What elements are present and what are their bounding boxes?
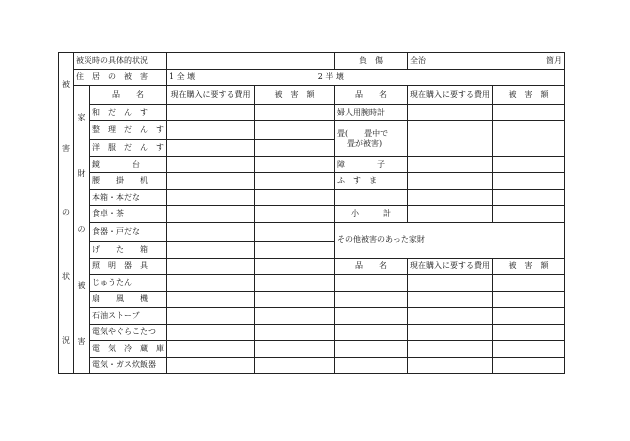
other-cost[interactable] [408,275,493,292]
sub-label-cell [74,86,90,374]
right-damage[interactable] [493,121,565,157]
right-cost[interactable] [408,173,493,190]
other-damage[interactable] [493,308,565,325]
table-row [59,357,565,374]
table-row [59,156,565,173]
other-cost[interactable] [408,324,493,341]
sub-char: 被 [77,280,86,290]
left-damage[interactable] [255,156,335,173]
table-row [59,173,565,190]
table-row [59,258,565,275]
injury-value-cell[interactable] [408,53,565,70]
left-item: 食卓・茶 [90,206,167,223]
other-item[interactable] [335,341,408,358]
sub-char: の [77,224,86,234]
left-item: 扇 風 機 [90,291,167,308]
right-cost[interactable] [408,156,493,173]
table-row [59,104,565,121]
injury-label: 負 傷 [335,53,408,70]
left-cost[interactable] [167,121,255,140]
other-cost[interactable] [408,341,493,358]
table-row [59,308,565,325]
left-damage[interactable] [255,206,335,223]
left-cost[interactable] [167,173,255,190]
left-item: 電気やぐらこたつ [90,324,167,341]
other-cost[interactable] [408,357,493,374]
left-damage[interactable] [255,121,335,140]
other-damage[interactable] [493,341,565,358]
subtotal-damage[interactable] [493,206,565,223]
left-cost[interactable] [167,206,255,223]
left-damage[interactable] [255,291,335,308]
other-item[interactable] [335,357,408,374]
situation-label: 被災時の具体的状況 [74,53,167,70]
col-damage-other: 被 害 額 [493,258,565,275]
left-damage[interactable] [255,357,335,374]
left-cost[interactable] [167,324,255,341]
house-label: 住 居 の 被 害 [74,69,167,86]
right-item: ふ す ま [335,173,408,190]
col-cost-other: 現在購入に要する費用 [408,258,493,275]
col-damage-left: 被 害 額 [255,86,335,105]
left-cost[interactable] [167,308,255,325]
col-item-right: 品 名 [335,86,408,105]
situation-value[interactable] [167,53,335,70]
left-cost[interactable] [167,291,255,308]
left-cost[interactable] [167,222,255,241]
other-damage[interactable] [493,275,565,292]
side-char: 害 [62,144,70,153]
right-item: 障 子 [335,156,408,173]
side-char: 被 [62,80,70,89]
side-char: 況 [62,336,70,345]
left-item: 鏡 台 [90,156,167,173]
left-item: 整 理 だ ん す [90,121,167,140]
left-item: 腰 掛 机 [90,173,167,190]
right-damage[interactable] [493,156,565,173]
house-option-full: 1 全 壊 [169,72,196,82]
col-item-other: 品 名 [335,258,408,275]
col-cost-left: 現在購入に要する費用 [167,86,255,105]
table-row [59,275,565,292]
left-damage[interactable] [255,173,335,190]
left-damage[interactable] [255,308,335,325]
left-cost[interactable] [167,140,255,157]
left-damage[interactable] [255,324,335,341]
col-cost-right: 現在購入に要する費用 [408,86,493,105]
subtotal-cost[interactable] [408,206,493,223]
table-row [59,341,565,358]
injury-unit: 箇月 [546,55,562,65]
other-damage[interactable] [493,357,565,374]
left-cost[interactable] [167,242,255,259]
left-damage[interactable] [255,258,335,275]
table-row [59,222,565,241]
house-option-half: 2 半 壊 [317,72,344,82]
right-cost[interactable] [408,121,493,157]
subtotal-label: 小 計 [335,206,408,223]
other-item[interactable] [335,291,408,308]
left-damage[interactable] [255,275,335,292]
house-options[interactable] [167,69,565,86]
table-row [59,206,565,223]
left-damage[interactable] [255,242,335,259]
table-row [59,189,565,206]
right-item-tatami [335,121,408,157]
left-item: 電気・ガス炊飯器 [90,357,167,374]
sub-char: 財 [77,168,86,178]
left-item: 照 明 器 具 [90,258,167,275]
left-item: 電 気 冷 蔵 庫 [90,341,167,358]
table-row [59,324,565,341]
tatami-line2: 畳が被害) [347,138,383,148]
right-damage[interactable] [493,104,565,121]
other-item[interactable] [335,308,408,325]
left-cost[interactable] [167,156,255,173]
left-item: げ た 箱 [90,242,167,259]
injury-value: 全治 [410,55,426,65]
left-damage[interactable] [255,189,335,206]
right-item-blank[interactable] [335,189,408,206]
left-damage[interactable] [255,104,335,121]
other-items-label: その他被害のあった家財 [335,222,565,258]
left-item: 食器・戸だな [90,222,167,241]
other-damage[interactable] [493,291,565,308]
side-char: の [62,208,70,217]
left-item: 本箱・本だな [90,189,167,206]
table-row [59,291,565,308]
right-damage[interactable] [493,173,565,190]
sub-char: 家 [77,112,86,122]
left-item: 石油ストーブ [90,308,167,325]
left-damage[interactable] [255,341,335,358]
left-item: 洋 服 だ ん す [90,140,167,157]
other-item[interactable] [335,324,408,341]
left-cost[interactable] [167,104,255,121]
col-damage-right: 被 害 額 [493,86,565,105]
left-damage[interactable] [255,222,335,241]
col-item-left: 品 名 [90,86,167,105]
left-damage[interactable] [255,140,335,157]
left-item: じゅうたん [90,275,167,292]
other-item[interactable] [335,275,408,292]
right-item: 婦人用腕時計 [335,104,408,121]
tatami-line1: 畳( 畳中で [337,129,389,139]
table-row [59,121,565,140]
left-cost[interactable] [167,357,255,374]
side-label-cell [59,53,74,374]
other-cost[interactable] [408,308,493,325]
sub-char: 害 [77,336,86,346]
other-damage[interactable] [493,324,565,341]
right-cost[interactable] [408,104,493,121]
other-cost[interactable] [408,291,493,308]
left-cost[interactable] [167,275,255,292]
left-cost[interactable] [167,258,255,275]
damage-form-table [58,52,565,374]
side-char: 状 [62,272,70,281]
left-cost[interactable] [167,341,255,358]
right-cost[interactable] [408,189,493,206]
left-item: 和 だ ん す [90,104,167,121]
right-damage[interactable] [493,189,565,206]
left-cost[interactable] [167,189,255,206]
